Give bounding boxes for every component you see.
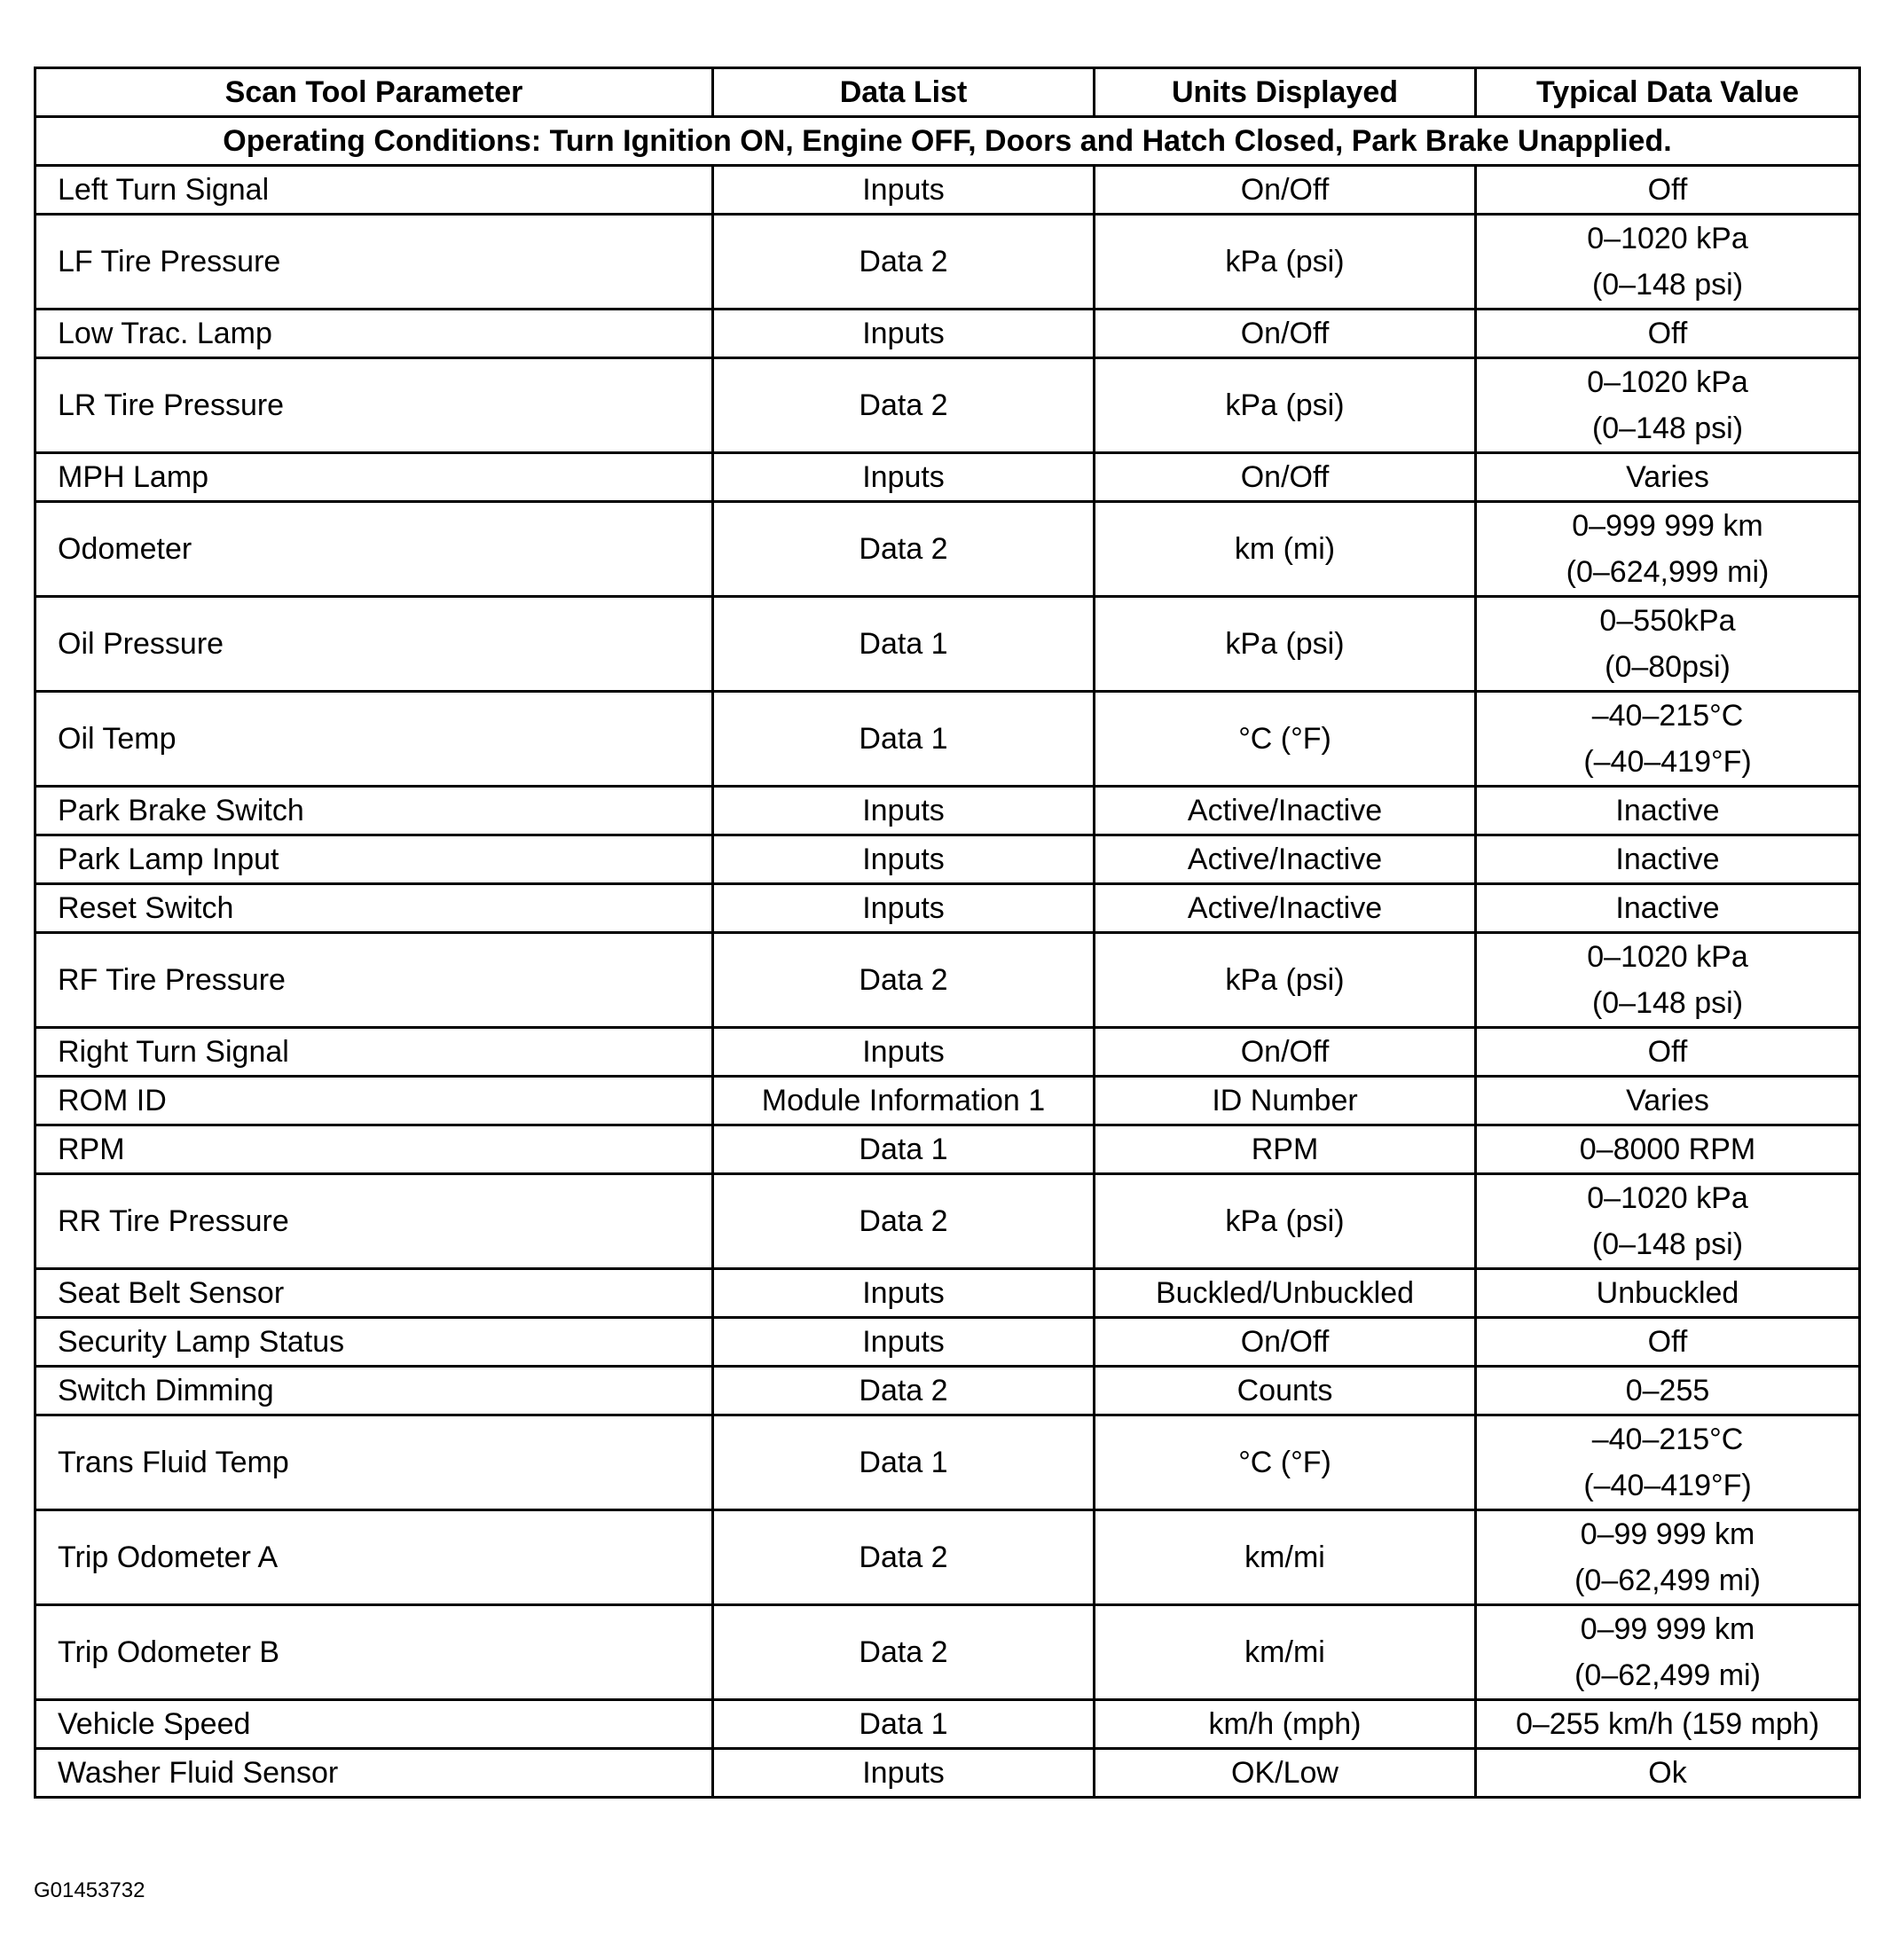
cell-typical-value xyxy=(1476,1510,1860,1605)
cell-parameter: Reset Switch xyxy=(35,884,713,933)
cell-parameter: Odometer xyxy=(35,502,713,597)
cell-parameter: Switch Dimming xyxy=(35,1367,713,1415)
cell-typical-value xyxy=(1476,884,1860,933)
typical-value-line: 0–99 999 km xyxy=(1580,1517,1755,1551)
typical-value-line: 0–1020 kPa xyxy=(1587,940,1748,974)
cell-parameter: MPH Lamp xyxy=(35,453,713,502)
typical-value-line: (0–624,999 mi) xyxy=(1566,555,1770,589)
cell-data-list: Data 1 xyxy=(713,1700,1095,1749)
cell-data-list: Inputs xyxy=(713,166,1095,215)
cell-data-list: Data 2 xyxy=(713,502,1095,597)
cell-data-list: Inputs xyxy=(713,835,1095,884)
cell-parameter: RR Tire Pressure xyxy=(35,1174,713,1269)
typical-value-line: 0–255 km/h (159 mph) xyxy=(1515,1707,1820,1741)
typical-value-line: Varies xyxy=(1626,460,1709,494)
cell-units: Active/Inactive xyxy=(1095,835,1476,884)
header-units-displayed: Units Displayed xyxy=(1095,68,1476,117)
cell-units: km/h (mph) xyxy=(1095,1700,1476,1749)
cell-parameter: LF Tire Pressure xyxy=(35,215,713,310)
cell-parameter: Washer Fluid Sensor xyxy=(35,1749,713,1798)
table-row xyxy=(35,884,1860,933)
typical-value-line: 0–550kPa xyxy=(1599,604,1736,638)
typical-value-line: Off xyxy=(1647,1035,1688,1069)
cell-units: km/mi xyxy=(1095,1510,1476,1605)
cell-units: On/Off xyxy=(1095,1028,1476,1077)
table-row xyxy=(35,1415,1860,1510)
typical-value-line: (0–62,499 mi) xyxy=(1574,1564,1761,1597)
cell-typical-value xyxy=(1476,1700,1860,1749)
cell-parameter: Left Turn Signal xyxy=(35,166,713,215)
typical-value-line: –40–215°C xyxy=(1591,699,1744,733)
cell-units: Active/Inactive xyxy=(1095,787,1476,835)
table-row xyxy=(35,1174,1860,1269)
cell-typical-value xyxy=(1476,358,1860,453)
cell-units: °C (°F) xyxy=(1095,692,1476,787)
cell-typical-value xyxy=(1476,1415,1860,1510)
table-row xyxy=(35,1749,1860,1798)
cell-typical-value xyxy=(1476,787,1860,835)
cell-data-list: Inputs xyxy=(713,1318,1095,1367)
typical-value-line: Inactive xyxy=(1615,794,1720,827)
cell-units: Buckled/Unbuckled xyxy=(1095,1269,1476,1318)
table-row xyxy=(35,358,1860,453)
figure-id: G01453732 xyxy=(34,1878,145,1902)
cell-typical-value xyxy=(1476,1077,1860,1125)
typical-value-line: Off xyxy=(1647,1325,1688,1359)
typical-value-line: (0–148 psi) xyxy=(1591,986,1744,1020)
cell-data-list: Inputs xyxy=(713,453,1095,502)
cell-data-list: Inputs xyxy=(713,787,1095,835)
typical-value-line: (0–148 psi) xyxy=(1591,1227,1744,1261)
cell-parameter: Oil Temp xyxy=(35,692,713,787)
header-data-list: Data List xyxy=(713,68,1095,117)
operating-conditions-row xyxy=(35,117,1860,166)
typical-value-line: –40–215°C xyxy=(1591,1423,1744,1456)
typical-value-line: (–40–419°F) xyxy=(1583,1469,1752,1502)
table-row xyxy=(35,1510,1860,1605)
typical-value-line: Off xyxy=(1647,173,1688,207)
cell-data-list: Inputs xyxy=(713,310,1095,358)
cell-typical-value xyxy=(1476,1749,1860,1798)
cell-data-list: Data 1 xyxy=(713,1125,1095,1174)
cell-units: kPa (psi) xyxy=(1095,1174,1476,1269)
cell-parameter: Vehicle Speed xyxy=(35,1700,713,1749)
table-row xyxy=(35,1318,1860,1367)
typical-value-line: (0–148 psi) xyxy=(1591,412,1744,445)
cell-data-list: Data 2 xyxy=(713,1605,1095,1700)
cell-units: RPM xyxy=(1095,1125,1476,1174)
table-row xyxy=(35,1028,1860,1077)
cell-parameter: Park Lamp Input xyxy=(35,835,713,884)
cell-typical-value xyxy=(1476,597,1860,692)
cell-units: Counts xyxy=(1095,1367,1476,1415)
typical-value-line: 0–1020 kPa xyxy=(1587,222,1748,255)
table-row xyxy=(35,787,1860,835)
typical-value-line: Varies xyxy=(1626,1084,1709,1117)
cell-data-list: Data 2 xyxy=(713,358,1095,453)
cell-units: kPa (psi) xyxy=(1095,358,1476,453)
cell-typical-value xyxy=(1476,1269,1860,1318)
cell-typical-value xyxy=(1476,1605,1860,1700)
cell-data-list: Inputs xyxy=(713,1028,1095,1077)
cell-data-list: Data 2 xyxy=(713,215,1095,310)
table-row xyxy=(35,1605,1860,1700)
cell-typical-value xyxy=(1476,166,1860,215)
table-row xyxy=(35,453,1860,502)
table-header xyxy=(35,68,1860,117)
cell-typical-value xyxy=(1476,835,1860,884)
header-row xyxy=(35,68,1860,117)
cell-typical-value xyxy=(1476,215,1860,310)
typical-value-line: 0–1020 kPa xyxy=(1587,1181,1748,1215)
typical-value-line: 0–1020 kPa xyxy=(1587,365,1748,399)
cell-units: kPa (psi) xyxy=(1095,933,1476,1028)
cell-typical-value xyxy=(1476,310,1860,358)
cell-units: On/Off xyxy=(1095,1318,1476,1367)
cell-data-list: Data 1 xyxy=(713,1415,1095,1510)
table-row xyxy=(35,1367,1860,1415)
cell-parameter: Trans Fluid Temp xyxy=(35,1415,713,1510)
header-typical-data-value: Typical Data Value xyxy=(1476,68,1860,117)
cell-data-list: Data 2 xyxy=(713,1510,1095,1605)
typical-value-line: Off xyxy=(1647,317,1688,350)
cell-units: °C (°F) xyxy=(1095,1415,1476,1510)
cell-units: On/Off xyxy=(1095,166,1476,215)
table-row xyxy=(35,310,1860,358)
table-row xyxy=(35,1125,1860,1174)
cell-units: On/Off xyxy=(1095,310,1476,358)
cell-units: Active/Inactive xyxy=(1095,884,1476,933)
typical-value-line: Unbuckled xyxy=(1596,1276,1739,1310)
table-row xyxy=(35,1077,1860,1125)
cell-units: On/Off xyxy=(1095,453,1476,502)
table-row xyxy=(35,692,1860,787)
cell-units: OK/Low xyxy=(1095,1749,1476,1798)
cell-typical-value xyxy=(1476,453,1860,502)
typical-value-line: (0–62,499 mi) xyxy=(1574,1658,1761,1692)
operating-conditions: Operating Conditions: Turn Ignition ON, Engine OFF, Doors and Hatch Closed, Park Brake Unapplied. xyxy=(35,117,1860,166)
cell-parameter: LR Tire Pressure xyxy=(35,358,713,453)
cell-typical-value xyxy=(1476,1028,1860,1077)
cell-typical-value xyxy=(1476,933,1860,1028)
typical-value-line: (0–148 psi) xyxy=(1591,268,1744,302)
table-row xyxy=(35,835,1860,884)
cell-typical-value xyxy=(1476,692,1860,787)
cell-parameter: Trip Odometer A xyxy=(35,1510,713,1605)
cell-data-list: Inputs xyxy=(713,884,1095,933)
cell-parameter: Trip Odometer B xyxy=(35,1605,713,1700)
typical-value-line: Inactive xyxy=(1615,843,1720,876)
cell-parameter: Security Lamp Status xyxy=(35,1318,713,1367)
cell-units: km (mi) xyxy=(1095,502,1476,597)
scan-tool-data-table xyxy=(34,67,1861,1799)
typical-value-line: 0–8000 RPM xyxy=(1579,1133,1756,1166)
cell-parameter: ROM ID xyxy=(35,1077,713,1125)
typical-value-line: 0–255 xyxy=(1625,1374,1710,1407)
table-row xyxy=(35,1700,1860,1749)
cell-typical-value xyxy=(1476,1125,1860,1174)
cell-data-list: Data 2 xyxy=(713,933,1095,1028)
table-row xyxy=(35,166,1860,215)
cell-units: km/mi xyxy=(1095,1605,1476,1700)
cell-units: kPa (psi) xyxy=(1095,215,1476,310)
cell-parameter: Right Turn Signal xyxy=(35,1028,713,1077)
table-row xyxy=(35,933,1860,1028)
cell-parameter: Seat Belt Sensor xyxy=(35,1269,713,1318)
cell-parameter: Park Brake Switch xyxy=(35,787,713,835)
typical-value-line: (0–80psi) xyxy=(1605,650,1731,684)
table-row xyxy=(35,215,1860,310)
table-row xyxy=(35,502,1860,597)
header-scan-tool-parameter: Scan Tool Parameter xyxy=(35,68,713,117)
cell-data-list: Inputs xyxy=(713,1749,1095,1798)
table-row xyxy=(35,1269,1860,1318)
cell-data-list: Data 2 xyxy=(713,1174,1095,1269)
typical-value-line: (–40–419°F) xyxy=(1583,745,1752,779)
cell-data-list: Module Information 1 xyxy=(713,1077,1095,1125)
cell-units: ID Number xyxy=(1095,1077,1476,1125)
typical-value-line: Ok xyxy=(1648,1756,1687,1790)
typical-value-line: 0–999 999 km xyxy=(1572,509,1763,543)
cell-parameter: Low Trac. Lamp xyxy=(35,310,713,358)
cell-typical-value xyxy=(1476,1174,1860,1269)
cell-data-list: Data 2 xyxy=(713,1367,1095,1415)
table-row xyxy=(35,597,1860,692)
cell-parameter: RPM xyxy=(35,1125,713,1174)
cell-data-list: Inputs xyxy=(713,1269,1095,1318)
cell-units: kPa (psi) xyxy=(1095,597,1476,692)
cell-parameter: RF Tire Pressure xyxy=(35,933,713,1028)
typical-value-line: 0–99 999 km xyxy=(1580,1612,1755,1646)
cell-typical-value xyxy=(1476,1318,1860,1367)
cell-typical-value xyxy=(1476,1367,1860,1415)
cell-data-list: Data 1 xyxy=(713,597,1095,692)
cell-parameter: Oil Pressure xyxy=(35,597,713,692)
cell-data-list: Data 1 xyxy=(713,692,1095,787)
table-body xyxy=(35,117,1860,1798)
typical-value-line: Inactive xyxy=(1615,891,1720,925)
cell-typical-value xyxy=(1476,502,1860,597)
